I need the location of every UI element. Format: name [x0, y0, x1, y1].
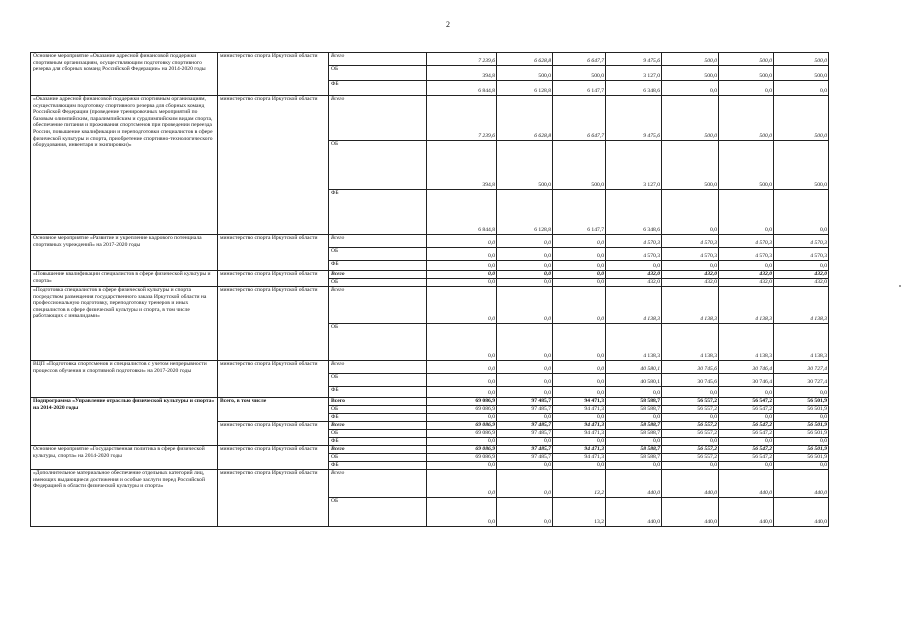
amount-cell: 13,2: [553, 498, 606, 527]
amount-cell: 440,0: [719, 498, 774, 527]
amount-cell: 0,0: [497, 248, 553, 261]
amount-cell: 4 138,3: [662, 324, 719, 361]
amount-cell: 0,0: [553, 248, 606, 261]
amount-cell: 4 138,3: [774, 287, 829, 324]
amount-cell: 0,0: [497, 271, 553, 279]
amount-cell: 6 147,7: [553, 190, 606, 235]
amount-cell: 394,8: [427, 141, 497, 190]
funding-source: ФБ: [329, 462, 427, 470]
amount-cell: 500,0: [662, 141, 719, 190]
amount-cell: 7 239,6: [427, 53, 497, 66]
amount-cell: 0,0: [427, 271, 497, 279]
amount-cell: 13,2: [553, 470, 606, 498]
amount-cell: 97 485,7: [497, 422, 553, 430]
amount-cell: 0,0: [497, 470, 553, 498]
measure-name: Основное мероприятие «Оказание адресной финансовой поддержки спортивным организациям, осуществляющим подготовку спортивного резерва для сборных команд Российской Федерации» на 2014-2020 годы: [31, 53, 218, 96]
amount-cell: 56 547,2: [719, 398, 774, 406]
amount-cell: 500,0: [774, 141, 829, 190]
amount-cell: 0,0: [719, 387, 774, 398]
amount-cell: 0,0: [719, 462, 774, 470]
scan-artifact: [899, 285, 901, 287]
amount-cell: 432,0: [774, 271, 829, 279]
amount-cell: 6 128,8: [497, 190, 553, 235]
amount-cell: 58 588,7: [606, 430, 662, 438]
amount-cell: 500,0: [719, 53, 774, 66]
amount-cell: 56 501,9: [774, 406, 829, 414]
amount-cell: 4 138,3: [662, 287, 719, 324]
measure-name: Основное мероприятие «Развитие и укрепление кадрового потенциала спортивных учреждений» на 2017-2020 годы: [31, 235, 218, 271]
amount-cell: 58 588,7: [606, 446, 662, 454]
amount-cell: 0,0: [553, 324, 606, 361]
amount-cell: 432,0: [662, 271, 719, 279]
amount-cell: 4 570,3: [719, 248, 774, 261]
amount-cell: 0,0: [497, 438, 553, 446]
funding-source: ФБ: [329, 261, 427, 271]
amount-cell: 4 138,3: [606, 287, 662, 324]
amount-cell: 30 727,4: [774, 374, 829, 387]
amount-cell: 58 588,7: [606, 454, 662, 462]
amount-cell: 0,0: [497, 235, 553, 248]
executor: министерство спорта Иркутской области: [218, 470, 329, 527]
funding-source: ФБ: [329, 414, 427, 422]
amount-cell: 0,0: [427, 470, 497, 498]
amount-cell: 440,0: [606, 470, 662, 498]
executor: министерство спорта Иркутской области: [218, 53, 329, 96]
amount-cell: 394,8: [427, 66, 497, 81]
measure-name: «Подготовка специалистов в сфере физической культуры и спорта посредством размещения государственного заказа Иркутской области на профессиональную подготовку, переподготовку тренеров и иных специалистов в сфере физической культуры и спорта, в том числе работающих с инвалидами»: [31, 287, 218, 361]
amount-cell: 58 588,7: [606, 422, 662, 430]
funding-source: Всего: [329, 446, 427, 454]
amount-cell: 500,0: [662, 66, 719, 81]
amount-cell: 56 501,9: [774, 446, 829, 454]
executor: министерство спорта Иркутской области: [218, 446, 329, 470]
table-row: [31, 271, 829, 279]
measure-name: Подпрограмма «Управление отраслью физической культуры и спорта» на 2014-2020 годы: [31, 398, 218, 446]
funding-source: ОБ: [329, 430, 427, 438]
amount-cell: 9 475,6: [606, 96, 662, 141]
amount-cell: 56 501,9: [774, 398, 829, 406]
amount-cell: 500,0: [719, 96, 774, 141]
amount-cell: 0,0: [497, 414, 553, 422]
amount-cell: 0,0: [427, 414, 497, 422]
funding-source: Всего: [329, 96, 427, 141]
amount-cell: 0,0: [606, 414, 662, 422]
budget-table: [30, 52, 829, 527]
amount-cell: 4 570,3: [606, 235, 662, 248]
amount-cell: 6 628,8: [497, 96, 553, 141]
amount-cell: 440,0: [774, 470, 829, 498]
amount-cell: 0,0: [427, 248, 497, 261]
amount-cell: 432,0: [719, 271, 774, 279]
amount-cell: 40 580,1: [606, 374, 662, 387]
amount-cell: 0,0: [497, 387, 553, 398]
amount-cell: 440,0: [606, 498, 662, 527]
amount-cell: 4 570,3: [662, 248, 719, 261]
amount-cell: 440,0: [774, 498, 829, 527]
funding-source: ФБ: [329, 438, 427, 446]
funding-source: ОБ: [329, 406, 427, 414]
amount-cell: 56 501,9: [774, 430, 829, 438]
amount-cell: 0,0: [427, 374, 497, 387]
amount-cell: 56 557,2: [662, 446, 719, 454]
amount-cell: 0,0: [719, 261, 774, 271]
amount-cell: 56 557,2: [662, 454, 719, 462]
amount-cell: 0,0: [497, 462, 553, 470]
amount-cell: 6 348,6: [606, 81, 662, 96]
measure-name: ВЦП «Подготовка спортсменов и специалистов с учетом непрерывности процессов обучения и спортивной подготовки» на 2017-2020 годы: [31, 361, 218, 398]
amount-cell: 3 127,0: [606, 66, 662, 81]
amount-cell: 500,0: [774, 66, 829, 81]
amount-cell: 94 471,3: [553, 398, 606, 406]
amount-cell: 56 501,9: [774, 422, 829, 430]
amount-cell: 0,0: [774, 81, 829, 96]
amount-cell: 0,0: [719, 414, 774, 422]
amount-cell: 0,0: [553, 438, 606, 446]
amount-cell: 0,0: [497, 324, 553, 361]
amount-cell: 0,0: [662, 414, 719, 422]
amount-cell: 94 471,3: [553, 454, 606, 462]
amount-cell: 432,0: [719, 279, 774, 287]
amount-cell: 6 628,8: [497, 53, 553, 66]
amount-cell: 0,0: [662, 190, 719, 235]
amount-cell: 69 086,9: [427, 430, 497, 438]
amount-cell: 6 147,7: [553, 81, 606, 96]
amount-cell: 0,0: [427, 261, 497, 271]
executor: министерство спорта Иркутской области: [218, 287, 329, 361]
amount-cell: 0,0: [662, 438, 719, 446]
amount-cell: 0,0: [427, 387, 497, 398]
amount-cell: 56 501,9: [774, 454, 829, 462]
amount-cell: 6 128,8: [497, 81, 553, 96]
executor: министерство спорта Иркутской области: [218, 271, 329, 287]
funding-source: Всего: [329, 470, 427, 498]
amount-cell: 6 348,6: [606, 190, 662, 235]
amount-cell: 0,0: [553, 271, 606, 279]
amount-cell: 97 485,7: [497, 446, 553, 454]
amount-cell: 4 570,3: [774, 235, 829, 248]
amount-cell: 69 086,9: [427, 422, 497, 430]
amount-cell: 0,0: [497, 374, 553, 387]
funding-source: ОБ: [329, 248, 427, 261]
amount-cell: 0,0: [497, 261, 553, 271]
amount-cell: 4 570,3: [774, 248, 829, 261]
amount-cell: 500,0: [553, 141, 606, 190]
amount-cell: 0,0: [774, 462, 829, 470]
amount-cell: 0,0: [427, 438, 497, 446]
amount-cell: 0,0: [553, 462, 606, 470]
amount-cell: 56 547,2: [719, 406, 774, 414]
table-row: [31, 235, 829, 248]
amount-cell: 0,0: [553, 279, 606, 287]
amount-cell: 440,0: [662, 470, 719, 498]
amount-cell: 0,0: [662, 81, 719, 96]
amount-cell: 0,0: [427, 361, 497, 374]
funding-source: ОБ: [329, 279, 427, 287]
amount-cell: 500,0: [774, 96, 829, 141]
amount-cell: 6 647,7: [553, 53, 606, 66]
amount-cell: 4 570,3: [719, 235, 774, 248]
amount-cell: 4 138,3: [606, 324, 662, 361]
amount-cell: 0,0: [497, 361, 553, 374]
funding-source: ФБ: [329, 387, 427, 398]
amount-cell: 30 727,4: [774, 361, 829, 374]
amount-cell: 7 239,6: [427, 96, 497, 141]
amount-cell: 0,0: [719, 81, 774, 96]
amount-cell: 432,0: [606, 271, 662, 279]
amount-cell: 30 746,4: [719, 374, 774, 387]
amount-cell: 0,0: [427, 462, 497, 470]
amount-cell: 440,0: [662, 498, 719, 527]
executor: Всего, в том числе: [218, 398, 329, 422]
amount-cell: 56 547,2: [719, 454, 774, 462]
executor: министерство спорта Иркутской области: [218, 361, 329, 398]
amount-cell: 0,0: [553, 287, 606, 324]
amount-cell: 56 557,2: [662, 422, 719, 430]
amount-cell: 0,0: [719, 438, 774, 446]
amount-cell: 0,0: [427, 498, 497, 527]
funding-source: ОБ: [329, 66, 427, 81]
amount-cell: 6 647,7: [553, 96, 606, 141]
amount-cell: 97 485,7: [497, 398, 553, 406]
amount-cell: 4 570,3: [662, 235, 719, 248]
amount-cell: 40 580,1: [606, 361, 662, 374]
amount-cell: 0,0: [497, 279, 553, 287]
funding-source: Всего: [329, 53, 427, 66]
amount-cell: 432,0: [606, 279, 662, 287]
page-number: 2: [446, 20, 450, 29]
amount-cell: 56 557,2: [662, 430, 719, 438]
amount-cell: 30 746,4: [719, 361, 774, 374]
amount-cell: 69 086,9: [427, 398, 497, 406]
amount-cell: 500,0: [553, 66, 606, 81]
amount-cell: 0,0: [662, 387, 719, 398]
table-row: [31, 53, 829, 66]
table-row: [31, 287, 829, 324]
funding-source: ОБ: [329, 141, 427, 190]
amount-cell: 58 588,7: [606, 406, 662, 414]
amount-cell: 0,0: [774, 261, 829, 271]
amount-cell: 97 485,7: [497, 406, 553, 414]
table-row: [31, 446, 829, 454]
amount-cell: 0,0: [427, 324, 497, 361]
amount-cell: 6 844,8: [427, 190, 497, 235]
table-row: [31, 96, 829, 141]
amount-cell: 0,0: [774, 387, 829, 398]
measure-name: «Повышение квалификации специалистов в сфере физической культуры и спорта»: [31, 271, 218, 287]
amount-cell: 4 138,3: [719, 287, 774, 324]
amount-cell: 9 475,6: [606, 53, 662, 66]
funding-source: ФБ: [329, 190, 427, 235]
amount-cell: 56 557,2: [662, 406, 719, 414]
funding-source: ОБ: [329, 454, 427, 462]
amount-cell: 0,0: [427, 279, 497, 287]
amount-cell: 432,0: [662, 279, 719, 287]
amount-cell: 0,0: [553, 374, 606, 387]
amount-cell: 0,0: [553, 361, 606, 374]
amount-cell: 94 471,3: [553, 406, 606, 414]
measure-name: «Оказание адресной финансовой поддержки спортивным организациям, осуществляющим подготовку спортивного резерва для сборных команд Российской Федерации (проведение тренировочных мероприятий по базовым олимпийским, паралимпийским и сурдлимпийским видам спорта, обеспечение питания и проживания спортсменов при проведении переезда России, повышение квалификации и переподготовки специалистов в сфере физической культуры и спорта, приобретение спортивно-технологического оборудования, инвентаря и экипировки)»: [31, 96, 218, 235]
amount-cell: 30 745,6: [662, 374, 719, 387]
funding-source: Всего: [329, 361, 427, 374]
amount-cell: 0,0: [774, 190, 829, 235]
amount-cell: 0,0: [427, 235, 497, 248]
amount-cell: 97 485,7: [497, 454, 553, 462]
table-row: [31, 398, 829, 406]
amount-cell: 58 588,7: [606, 398, 662, 406]
funding-source: ОБ: [329, 324, 427, 361]
table-row: [31, 470, 829, 498]
amount-cell: 0,0: [606, 462, 662, 470]
amount-cell: 500,0: [662, 53, 719, 66]
amount-cell: 0,0: [662, 462, 719, 470]
amount-cell: 69 086,9: [427, 446, 497, 454]
amount-cell: 0,0: [606, 387, 662, 398]
amount-cell: 440,0: [719, 470, 774, 498]
amount-cell: 6 844,8: [427, 81, 497, 96]
measure-name: Основное мероприятие «Государственная политика в сфере физической культуры, спорта» на 2014-2020 годы: [31, 446, 218, 470]
funding-source: ОБ: [329, 374, 427, 387]
funding-source: Всего: [329, 422, 427, 430]
funding-source: ФБ: [329, 81, 427, 96]
amount-cell: 94 471,3: [553, 430, 606, 438]
funding-source: Всего: [329, 235, 427, 248]
amount-cell: 0,0: [774, 438, 829, 446]
amount-cell: 30 745,6: [662, 361, 719, 374]
amount-cell: 500,0: [719, 141, 774, 190]
amount-cell: 0,0: [553, 414, 606, 422]
amount-cell: 4 138,3: [774, 324, 829, 361]
amount-cell: 69 086,9: [427, 406, 497, 414]
executor: министерство спорта Иркутской области: [218, 422, 329, 446]
amount-cell: 94 471,3: [553, 446, 606, 454]
amount-cell: 4 138,3: [719, 324, 774, 361]
funding-source: Всего: [329, 271, 427, 279]
amount-cell: 56 557,2: [662, 398, 719, 406]
amount-cell: 0,0: [497, 498, 553, 527]
amount-cell: 0,0: [606, 438, 662, 446]
amount-cell: 500,0: [774, 53, 829, 66]
amount-cell: 500,0: [662, 96, 719, 141]
funding-source: Всего: [329, 398, 427, 406]
amount-cell: 0,0: [553, 261, 606, 271]
amount-cell: 3 127,0: [606, 141, 662, 190]
amount-cell: 500,0: [719, 66, 774, 81]
amount-cell: 0,0: [662, 261, 719, 271]
amount-cell: 94 471,3: [553, 422, 606, 430]
amount-cell: 500,0: [497, 66, 553, 81]
amount-cell: 0,0: [606, 261, 662, 271]
amount-cell: 0,0: [553, 235, 606, 248]
amount-cell: 56 547,2: [719, 446, 774, 454]
amount-cell: 0,0: [497, 287, 553, 324]
amount-cell: 69 086,9: [427, 454, 497, 462]
amount-cell: 97 485,7: [497, 430, 553, 438]
amount-cell: 56 547,2: [719, 422, 774, 430]
funding-source: Всего: [329, 287, 427, 324]
funding-source: ОБ: [329, 498, 427, 527]
executor: министерство спорта Иркутской области: [218, 96, 329, 235]
amount-cell: 0,0: [553, 387, 606, 398]
measure-name: «Дополнительное материальное обеспечение отдельных категорий лиц, имеющих выдающиеся достижения и особые заслуги перед Российской Федерацией в области физической культуры и спорта»: [31, 470, 218, 527]
table-row: [31, 361, 829, 374]
amount-cell: 500,0: [497, 141, 553, 190]
executor: министерство спорта Иркутской области: [218, 235, 329, 271]
amount-cell: 56 547,2: [719, 430, 774, 438]
amount-cell: 4 570,3: [606, 248, 662, 261]
amount-cell: 0,0: [719, 190, 774, 235]
amount-cell: 0,0: [427, 287, 497, 324]
amount-cell: 432,0: [774, 279, 829, 287]
amount-cell: 0,0: [774, 414, 829, 422]
